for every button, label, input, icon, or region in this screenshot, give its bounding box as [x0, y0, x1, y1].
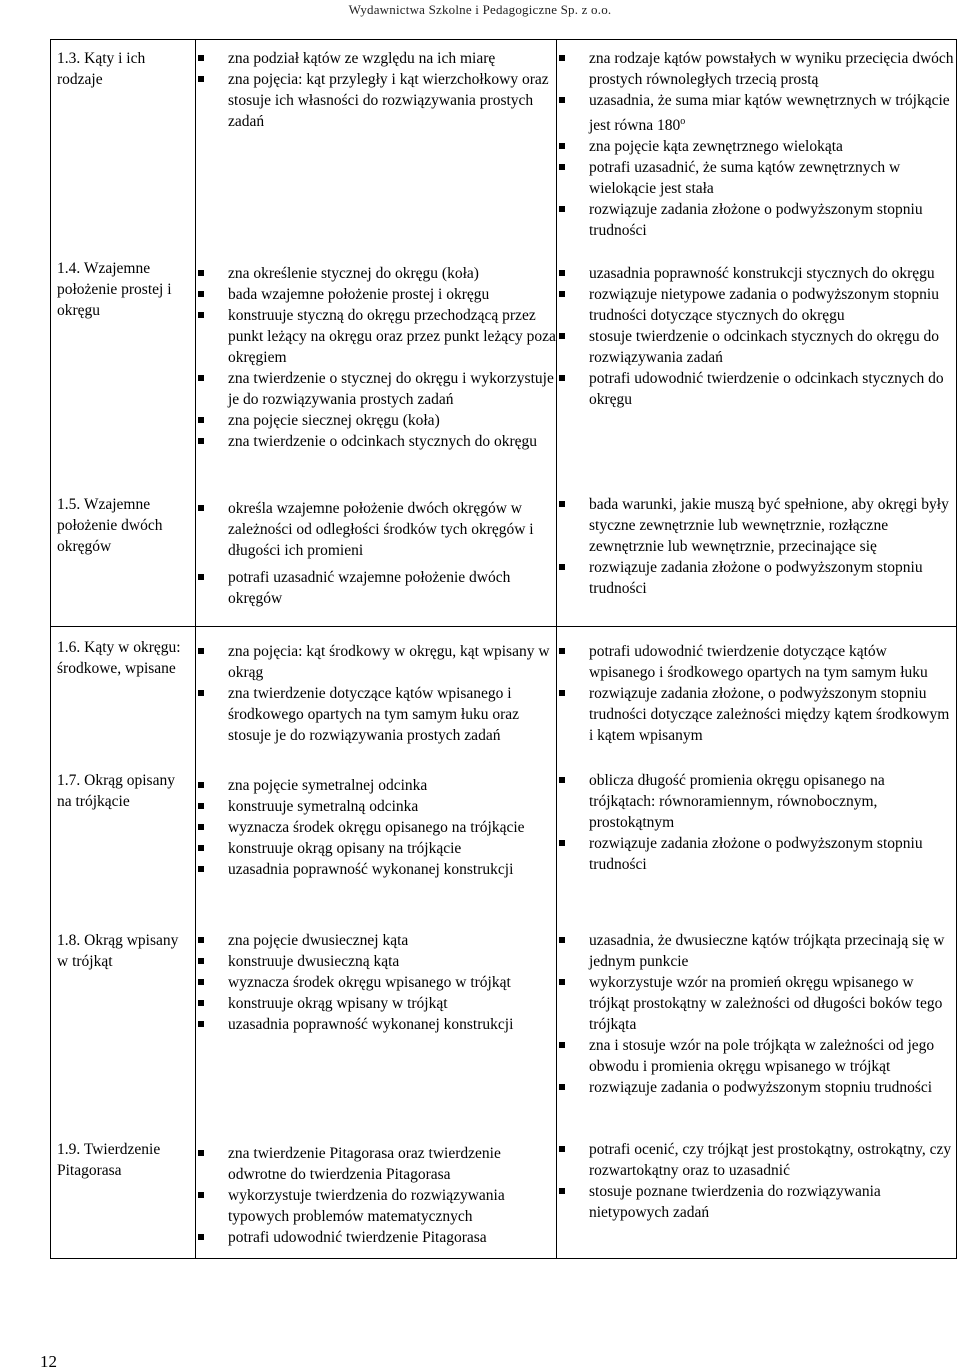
row-divider	[51, 626, 956, 627]
list-item: rozwiązuje nietypowe zadania o podwyższonym stopniu trudności dotyczące stycznych do okręgu	[559, 284, 954, 326]
extended-list-1-9	[559, 1139, 954, 1223]
topic-1-4: 1.4. Wzajemne położenie prostej i okręgu	[57, 260, 172, 319]
topic-1-5: 1.5. Wzajemne położenie dwóch okręgów	[57, 496, 163, 555]
topic-1-9: 1.9. Twierdzenie Pitagorasa	[57, 1141, 161, 1179]
extended-list-1-3	[559, 48, 954, 241]
list-item: bada wzajemne położenie prostej i okręgu	[198, 284, 558, 305]
list-item: potrafi uzasadnić, że suma kątów zewnętrznych w wielokącie jest stała	[559, 157, 954, 199]
list-item: rozwiązuje zadania złożone o podwyższonym stopniu trudności	[559, 199, 954, 241]
basic-list-1-7	[198, 775, 558, 880]
basic-list-1-9	[198, 1143, 558, 1248]
topic-1-8: 1.8. Okrąg wpisany w trójkąt	[57, 932, 179, 970]
list-item: zna pojęcie symetralnej odcinka	[198, 775, 558, 796]
basic-list-1-6	[198, 641, 558, 746]
list-item: zna i stosuje wzór na pole trójkąta w zależności od jego obwodu i promienia okręgu wpisanego w trójkąt	[559, 1035, 954, 1077]
list-item: potrafi udowodnić twierdzenie o odcinkach stycznych do okręgu	[559, 368, 954, 410]
list-item: stosuje twierdzenie o odcinkach stycznych do okręgu do rozwiązywania zadań	[559, 326, 954, 368]
extended-list-1-4	[559, 263, 954, 410]
list-item: potrafi ocenić, czy trójkąt jest prostokątny, ostrokątny, czy rozwartokątny oraz to uzasadnić	[559, 1139, 954, 1181]
list-item: konstruuje dwusieczną kąta	[198, 951, 558, 972]
list-item: bada warunki, jakie muszą być spełnione, aby okręgi były styczne zewnętrznie lub wewnętrznie, rozłączne zewnętrznie lub wewnętrznie, przecinające się	[559, 494, 954, 557]
extended-list-1-7	[559, 770, 954, 875]
list-item: zna pojęcie dwusiecznej kąta	[198, 930, 558, 951]
page-number: 12	[40, 1352, 57, 1371]
list-item: konstruuje okrąg opisany na trójkącie	[198, 838, 558, 859]
list-item: konstruuje styczną do okręgu przechodzącą przez punkt leżący na okręgu oraz przez punkt leżący poza okręgiem	[198, 305, 558, 368]
list-item: wykorzystuje wzór na promień okręgu wpisanego w trójkąt prostokątny w zależności od długości boków tego trójkąta	[559, 972, 954, 1035]
topic-1-6: 1.6. Kąty w okręgu: środkowe, wpisane	[57, 639, 181, 677]
extended-list-1-6	[559, 641, 954, 746]
list-item: konstruuje symetralną odcinka	[198, 796, 558, 817]
list-item: zna pojęcia: kąt przyległy i kąt wierzchołkowy oraz stosuje ich własności do rozwiązywania prostych zadań	[198, 69, 558, 132]
list-item: zna podział kątów ze względu na ich miarę	[198, 48, 558, 69]
list-item: potrafi uzasadnić wzajemne położenie dwóch okręgów	[198, 567, 558, 609]
list-item: uzasadnia, że suma miar kątów wewnętrznych w trójkącie jest równa 180$^o$	[559, 90, 954, 136]
list-item: zna twierdzenie o odcinkach stycznych do okręgu	[198, 431, 558, 452]
list-item: zna określenie stycznej do okręgu (koła)	[198, 263, 558, 284]
topic-1-7: 1.7. Okrąg opisany na trójkącie	[57, 772, 175, 810]
list-item: uzasadnia poprawność wykonanej konstrukcji	[198, 1014, 558, 1035]
list-item: stosuje poznane twierdzenia do rozwiązywania nietypowych zadań	[559, 1181, 954, 1223]
list-item: wyznacza środek okręgu wpisanego w trójkąt	[198, 972, 558, 993]
list-item: uzasadnia, że dwusieczne kątów trójkąta przecinają się w jednym punkcie	[559, 930, 954, 972]
column-divider	[195, 40, 196, 1258]
list-item: wyznacza środek okręgu opisanego na trójkącie	[198, 817, 558, 838]
list-item: wykorzystuje twierdzenia do rozwiązywania typowych problemów matematycznych	[198, 1185, 558, 1227]
list-item: zna twierdzenie o stycznej do okręgu i wykorzystuje je do rozwiązywania prostych zadań	[198, 368, 558, 410]
list-item: potrafi udowodnić twierdzenie Pitagorasa	[198, 1227, 558, 1248]
list-item: uzasadnia poprawność wykonanej konstrukcji	[198, 859, 558, 880]
list-item: potrafi udowodnić twierdzenie dotyczące kątów wpisanego i środkowego opartych na tym samym łuku	[559, 641, 954, 683]
list-item: zna twierdzenie dotyczące kątów wpisanego i środkowego opartych na tym samym łuku oraz stosuje je do rozwiązywania prostych zadań	[198, 683, 558, 746]
basic-list-1-3	[198, 48, 558, 132]
list-item: uzasadnia poprawność konstrukcji stycznych do okręgu	[559, 263, 954, 284]
degree-superscript: o	[680, 116, 686, 127]
list-item: rozwiązuje zadania o podwyższonym stopniu trudności	[559, 1077, 954, 1098]
basic-list-1-5	[198, 498, 558, 609]
list-item: zna pojęcie kąta zewnętrznego wielokąta	[559, 136, 954, 157]
list-item: konstruuje okrąg wpisany w trójkąt	[198, 993, 558, 1014]
list-item: rozwiązuje zadania złożone, o podwyższonym stopniu trudności dotyczące zależności między kątem środkowym i kątem wpisanym	[559, 683, 954, 746]
basic-list-1-8	[198, 930, 558, 1035]
publisher-header: Wydawnictwa Szkolne i Pedagogiczne Sp. z o.o.	[348, 2, 612, 17]
list-item: zna pojęcia: kąt środkowy w okręgu, kąt wpisany w okrąg	[198, 641, 558, 683]
list-item: określa wzajemne położenie dwóch okręgów w zależności od odległości środków tych okręgów i długości ich promieni	[198, 498, 558, 561]
topic-1-3: 1.3. Kąty i ich rodzaje	[57, 50, 146, 88]
list-item: rozwiązuje zadania złożone o podwyższonym stopniu trudności	[559, 833, 954, 875]
list-item: zna twierdzenie Pitagorasa oraz twierdzenie odwrotne do twierdzenia Pitagorasa	[198, 1143, 558, 1185]
extended-list-1-5	[559, 494, 954, 599]
extended-list-1-8	[559, 930, 954, 1098]
list-item: zna rodzaje kątów powstałych w wyniku przecięcia dwóch prostych równoległych trzecią prostą	[559, 48, 954, 90]
list-item: zna pojęcie siecznej okręgu (koła)	[198, 410, 558, 431]
basic-list-1-4	[198, 263, 558, 452]
list-item: rozwiązuje zadania złożone o podwyższonym stopniu trudności	[559, 557, 954, 599]
list-item: oblicza długość promienia okręgu opisanego na trójkątach: równoramiennym, równobocznym, prostokątnym	[559, 770, 954, 833]
